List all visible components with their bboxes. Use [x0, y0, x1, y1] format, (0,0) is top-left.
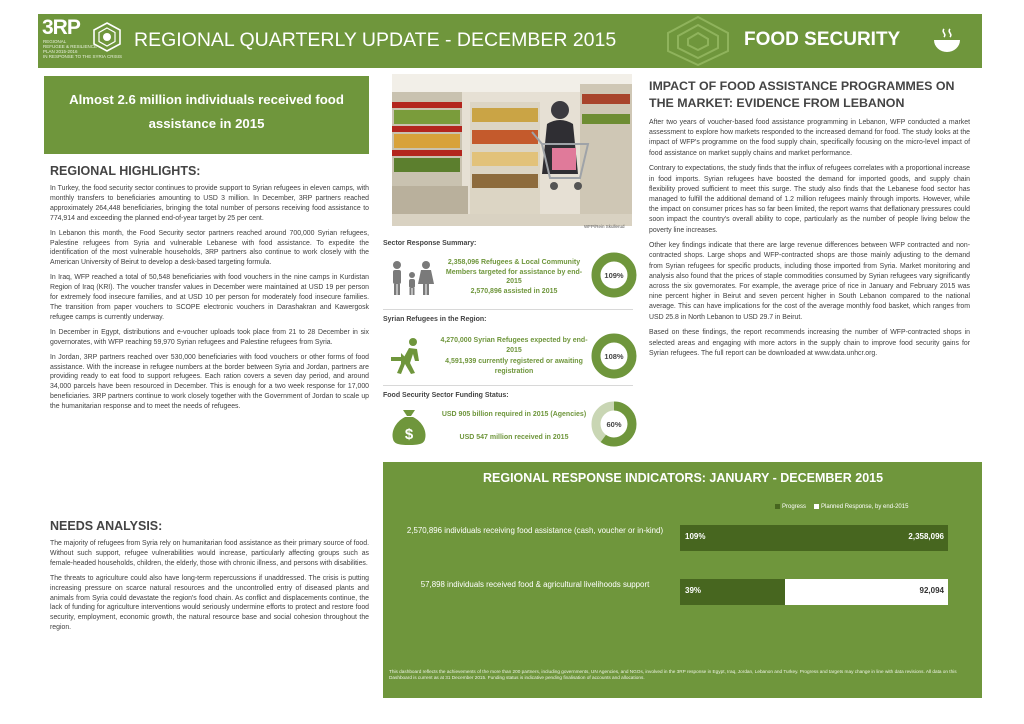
indicators-title: REGIONAL RESPONSE INDICATORS: JANUARY - DECEMBER 2015: [483, 471, 884, 485]
funding-label: Food Security Sector Funding Status:: [383, 392, 509, 399]
refugees-label: Syrian Refugees in the Region:: [383, 316, 487, 323]
dashboard-footnote: This dashboard reflects the achievements of the more than 200 partners, including governments, UN Agencies, and NGOs, involved in the 3RP response in Egypt, Iraq, Jordan, Lebanon and Turkey. Progress and targets may change in line with data revisions. All data on this Dashboard is current as at 31 December 2015. Funding status is indicative pending finalisation of accounts and allocations.: [389, 669, 957, 681]
sector-summary-donut: [591, 252, 637, 298]
page-title: REGIONAL QUARTERLY UPDATE - DECEMBER 2015: [134, 29, 617, 51]
highlights-paragraph: In December in Egypt, distributions and e-voucher uploads took place from 21 to 28 December in six governorates, with WFP reaching 59,970 Syrian refugees and Palestine refugees from Syria.: [50, 328, 369, 346]
indicator-percent: 39%: [685, 586, 702, 595]
needs-paragraph: The majority of refugees from Syria rely on humanitarian food assistance as their primary source of food. Without such support, refugee vulnerabilities would increase, particularly affecting groups such as female-headed households, children, the elderly, those with chronic illness, and persons with disabilities.: [50, 540, 369, 567]
svg-text:$: $: [404, 426, 414, 443]
legend-planned: Planned Response, by end-2015: [814, 504, 908, 510]
indicator-planned-value: 2,358,096: [908, 532, 944, 541]
logo-subtitle-line: REGIONAL: [43, 39, 67, 44]
highlights-paragraph: In Iraq, WFP reached a total of 50,548 beneficiaries with food vouchers in the nine camps in Kurdistan Region of Iraq (KRI). The voucher transfer values in December were maintained at USD 19 per person for extremely food insecure families, and at USD 10 per person for moderately food insecure families. The transition from paper vouchers to SCOPE electronic vouchers in Darashakran and Kawergosk refugee camps is currently underway.: [50, 274, 369, 321]
logo-text: 3RP: [42, 16, 80, 39]
divider: [383, 385, 633, 386]
sector-summary-label: Sector Response Summary:: [383, 240, 477, 247]
logo-subtitle-line: REFUGEE & RESILIENCE: [43, 44, 98, 49]
indicator-label: 2,570,896 individuals receiving food assistance (cash, voucher or in-kind): [406, 526, 664, 535]
refugees-donut: [591, 333, 637, 379]
highlights-paragraph: In Jordan, 3RP partners reached over 530,000 beneficiaries with food vouchers or other forms of food assistance. With the increase in refugee numbers at the border between Syria and Jordan, partners are providing ready to eat food to support refugees. Each ration covers a seven day period, and around 34,000 parcels have been resourced in December. This is enough for a two week response for 17,000 beneficiaries. 3RP partners continue to work closely together with the Government of Jordan to scale up the humanitarian response and to meet the needs of refugees.: [50, 353, 369, 411]
funding-donut: [591, 401, 637, 447]
indicators-legend: [775, 504, 908, 510]
logo-subtitle-line: IN RESPONSE TO THE SYRIA CRISIS: [43, 54, 123, 59]
header-banner: [38, 14, 982, 68]
logo-emblem-icon: [92, 22, 122, 52]
indicator-planned-value: 92,094: [919, 586, 944, 595]
walking-refugee-icon: [389, 337, 429, 377]
needs-analysis-heading: NEEDS ANALYSIS:: [50, 519, 163, 533]
money-bag-icon: [389, 406, 429, 446]
sector-summary-assisted: 2,570,896 assisted in 2015: [470, 288, 558, 295]
sector-summary-percent: 109%: [604, 271, 624, 280]
refugees-expected: 4,270,000 Syrian Refugees expected by end-2015: [440, 337, 588, 354]
refugees-percent: 108%: [604, 352, 624, 361]
supermarket-photo: [392, 74, 632, 226]
family-icon: [389, 260, 435, 296]
indicators-panel: [383, 462, 982, 698]
sector-name: FOOD SECURITY: [744, 29, 901, 50]
impact-heading: IMPACT OF FOOD ASSISTANCE PROGRAMMES ON THE MARKET: EVIDENCE FROM LEBANON: [649, 79, 955, 110]
impact-paragraph: After two years of voucher-based food assistance programming in Lebanon, WFP conducted a market assessment to explore how markets responded to the increased demand for food. The study looks at the impact of WFP's programme on the food supply chain, specifically focusing on the micro-level impact of food assistance on market supply chains and market performance.: [649, 119, 970, 157]
highlights-paragraph: In Lebanon this month, the Food Security sector partners reached around 700,000 Syrian refugees, Palestine refugees from Syria and vulnerable Lebanese with food assistance. To expedite the identification of the most vulnerable households, 3RP partners also continue to work closely with the American University of Beirut to develop a desk-based targeting formula.: [50, 229, 369, 267]
legend-progress: Progress: [775, 504, 806, 510]
regional-highlights-body: [50, 184, 369, 417]
divider: [383, 309, 633, 310]
needs-paragraph: The threats to agriculture could also have long-term repercussions if unaddressed. The crisis is putting increasing pressure on scarce natural resources and the uncontrolled entry of diseased plants and animals from Syria could devastate the region's food chain. As conflict and displacements continue, the lack of funding for agriculture interventions would seriously undermine efforts to protect and restore food security, employment, economic growth, the natural resource base and social cohesion throughout the region.: [50, 574, 369, 632]
regional-highlights-heading: REGIONAL HIGHLIGHTS:: [50, 164, 201, 178]
impact-paragraph: Contrary to expectations, the study finds that the influx of refugees correlates with a proportional increase in food imports. Syrian refugees have boosted the demand for imported goods, and supply chain flexibility proved sufficient to meet this surge. The study also finds that the Lebanese food sector has managed to fulfill the additional demand of 1.2 million refugees mainly through imports. However, while the impact on consumer prices has so far been limited, the report warns that deflationary pressures could soon impact the country's overall ability to cope, particularly as the number of people living below the poverty line increases.: [649, 165, 970, 234]
impact-body: [649, 118, 970, 364]
bowl-icon: [930, 24, 964, 58]
funding-received: USD 547 million received in 2015: [459, 434, 569, 441]
logo-subtitle-line: PLAN 2015-2016: [43, 49, 78, 54]
3rp-logo: [42, 18, 124, 64]
highlights-paragraph: In Turkey, the food security sector continues to provide support to Syrian refugees in eleven camps, with monthly transfers to beneficiaries amounting to USD 3 million. In December, 3RP partners reached approximately 264,448 beneficiaries, bringing the total number of persons receiving food assistance to 774,914 and exceeding the planned end-of-year target by 25 per cent.: [50, 185, 369, 222]
funding-required: USD 905 billion required in 2015 (Agencies): [441, 411, 587, 418]
headline-box: Almost 2.6 million individuals received food assistance in 2015: [44, 76, 369, 154]
indicator-percent: 109%: [685, 532, 706, 541]
needs-analysis-body: [50, 539, 369, 638]
impact-paragraph: Based on these findings, the report recommends increasing the number of WFP-contracted shops in selected areas and engaging with more actors in the supply chain to improve food security gains for Syrian refugees. The full report can be downloaded at www.data.unhcr.org.: [649, 329, 970, 357]
funding-percent: 60%: [606, 420, 622, 429]
decorative-pattern-icon: [658, 15, 738, 67]
sector-summary-targeted: 2,358,096 Refugees & Local Community Members targeted for assistance by end-2015: [445, 259, 583, 285]
photo-credit: WFP/Rein Skullerud: [584, 224, 625, 229]
indicator-label: 57,898 individuals received food & agricultural livelihoods support: [420, 580, 650, 589]
refugees-registered: 4,591,939 currently registered or awaiting registration: [445, 358, 583, 375]
impact-paragraph: Other key findings indicate that there are large revenue differences between WFP contracted and non-contracted shops. Large shops and WFP-contracted shops are those mainly adjusting to the demand from Syrian refugees for specific products, including those imported from Syria. Market monitoring and analysis also found that the prices of staple commodities consumed by Syrian refugees vary significantly across the six governorates. For example, the average price of rice in January and February 2015 was nine percent higher in Beirut and seven percent higher in South Lebanon compared to the national average. This can have implications for the cost of the average monthly food basket, which ranges from USD 25.8 in North Lebanon to USD 29.7 in Beirut.: [649, 242, 970, 321]
indicator-bar-track: [680, 525, 948, 551]
indicator-bar-track: [680, 579, 948, 605]
